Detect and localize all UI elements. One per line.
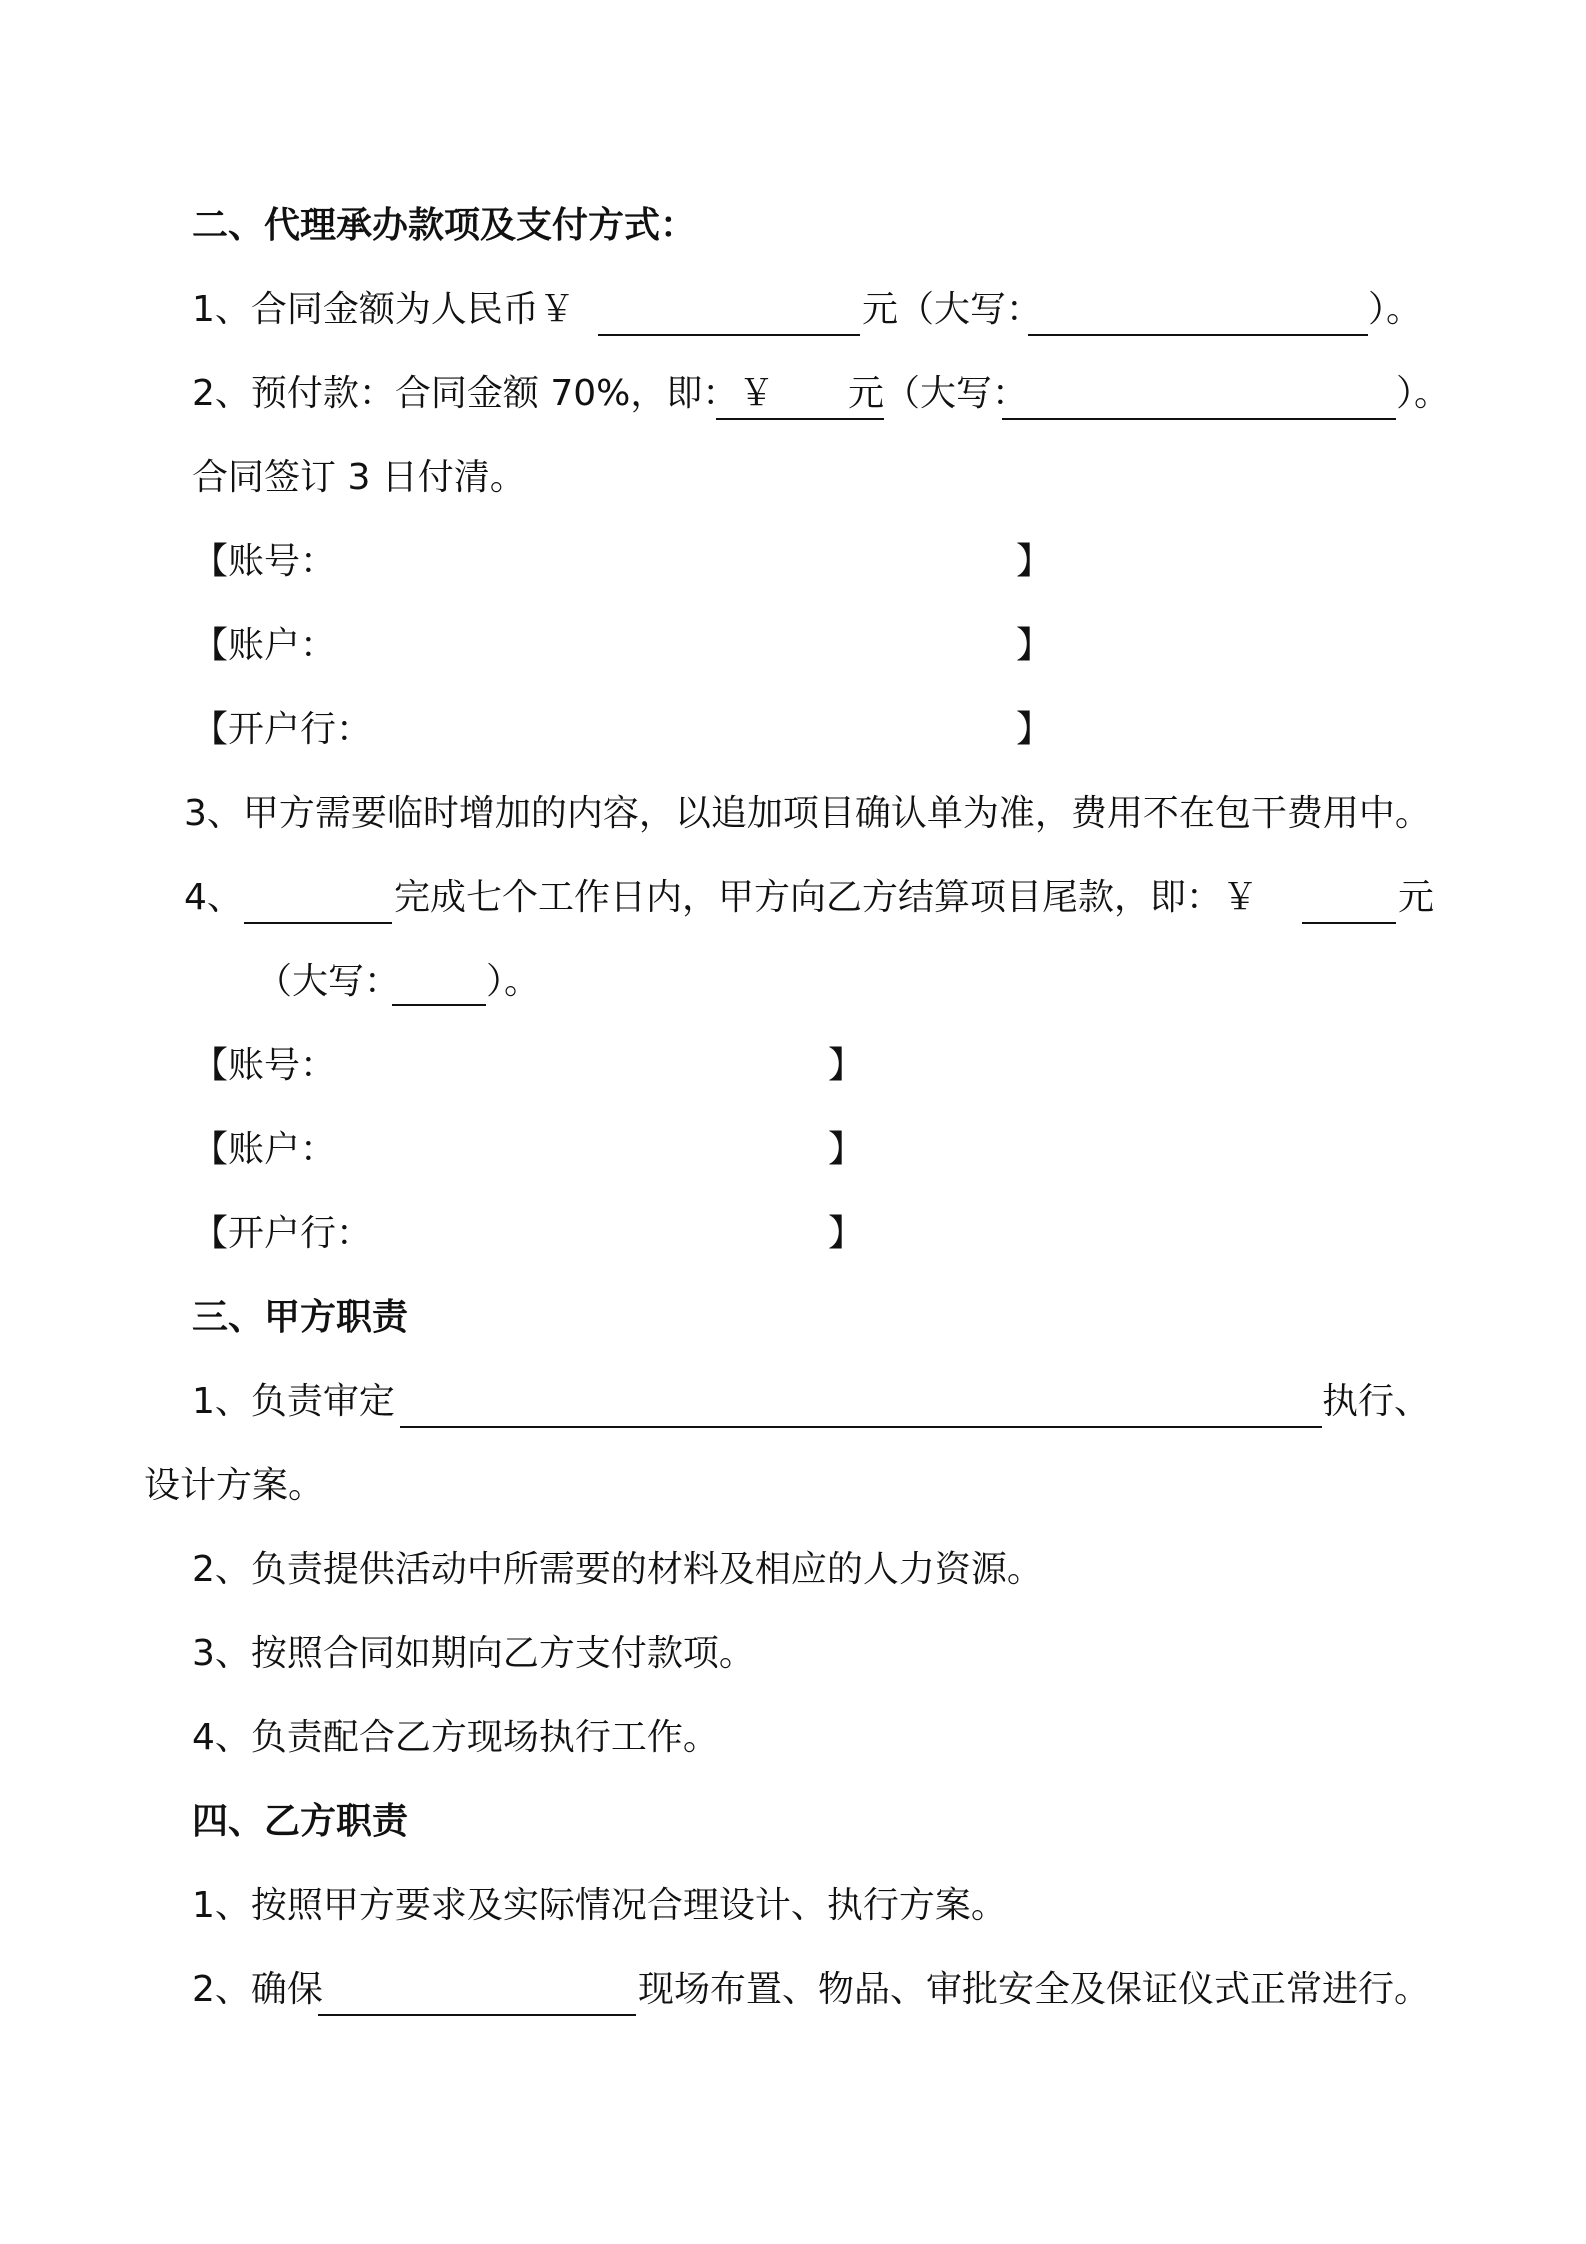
amount-words-blank[interactable] bbox=[1028, 334, 1368, 336]
ensure-scope-blank[interactable] bbox=[318, 2014, 636, 2016]
account-2-bank-label: 【开户行： bbox=[192, 1213, 373, 1254]
completion-blank[interactable] bbox=[244, 922, 392, 924]
item-4-end: 元 bbox=[1398, 877, 1435, 918]
account-1-bank-label: 【开户行： bbox=[192, 709, 373, 750]
account-1-number-label: 【账号： bbox=[192, 541, 337, 582]
item-2-end: ）。 bbox=[1396, 373, 1451, 414]
section-3-heading: 三、甲方职责 bbox=[192, 1297, 409, 1338]
account-2-bank-close: 】 bbox=[828, 1213, 865, 1254]
section-4-heading: 四、乙方职责 bbox=[192, 1801, 409, 1842]
item-1-end: ）。 bbox=[1368, 289, 1423, 330]
account-2-holder-label: 【账户： bbox=[192, 1129, 337, 1170]
final-payment-blank[interactable] bbox=[1302, 922, 1396, 924]
item-4-mid: 完成七个工作日内，甲方向乙方结算项目尾款，即：￥ bbox=[394, 877, 1259, 918]
item-2-continuation: 合同签订 3 日付清。 bbox=[192, 457, 526, 498]
item-2-prefix: 2、预付款：合同金额 70%，即：￥ bbox=[192, 373, 775, 414]
item-1-mid: 元（大写： bbox=[862, 289, 1043, 330]
account-1-bank-close: 】 bbox=[1016, 709, 1053, 750]
account-2-number-label: 【账号： bbox=[192, 1045, 337, 1086]
account-1-holder-label: 【账户： bbox=[192, 625, 337, 666]
account-1-holder-close: 】 bbox=[1016, 625, 1053, 666]
item-4-cont-prefix: （大写： bbox=[256, 961, 401, 1002]
s3-item-1-continuation: 设计方案。 bbox=[144, 1465, 325, 1506]
review-scope-blank[interactable] bbox=[400, 1426, 1322, 1428]
account-2-holder-close: 】 bbox=[828, 1129, 865, 1170]
s3-item-1-end: 执行、 bbox=[1322, 1381, 1431, 1422]
amount-blank[interactable] bbox=[598, 334, 860, 336]
section-2-heading: 二、代理承办款项及支付方式： bbox=[192, 205, 697, 246]
final-payment-words-blank[interactable] bbox=[392, 1004, 486, 1006]
account-2-number-close: 】 bbox=[828, 1045, 865, 1086]
item-4-prefix: 4、 bbox=[184, 877, 243, 918]
s3-item-1-prefix: 1、负责审定 bbox=[192, 1381, 395, 1422]
item-4-cont-end: ）。 bbox=[486, 961, 541, 1002]
item-1-prefix: 1、合同金额为人民币￥ bbox=[192, 289, 575, 330]
prepay-words-blank[interactable] bbox=[1002, 418, 1396, 420]
s4-item-2-prefix: 2、确保 bbox=[192, 1969, 323, 2010]
item-2-mid: 元（大写： bbox=[848, 373, 1029, 414]
account-1-number-close: 】 bbox=[1016, 541, 1053, 582]
s4-item-1: 1、按照甲方要求及实际情况合理设计、执行方案。 bbox=[192, 1885, 1007, 1926]
s4-item-2-end: 现场布置、物品、审批安全及保证仪式正常进行。 bbox=[638, 1969, 1431, 2010]
s3-item-4: 4、负责配合乙方现场执行工作。 bbox=[192, 1717, 719, 1758]
s3-item-2: 2、负责提供活动中所需要的材料及相应的人力资源。 bbox=[192, 1549, 1043, 1590]
s3-item-3: 3、按照合同如期向乙方支付款项。 bbox=[192, 1633, 755, 1674]
item-3: 3、甲方需要临时增加的内容，以追加项目确认单为准，费用不在包干费用中。 bbox=[184, 793, 1431, 834]
